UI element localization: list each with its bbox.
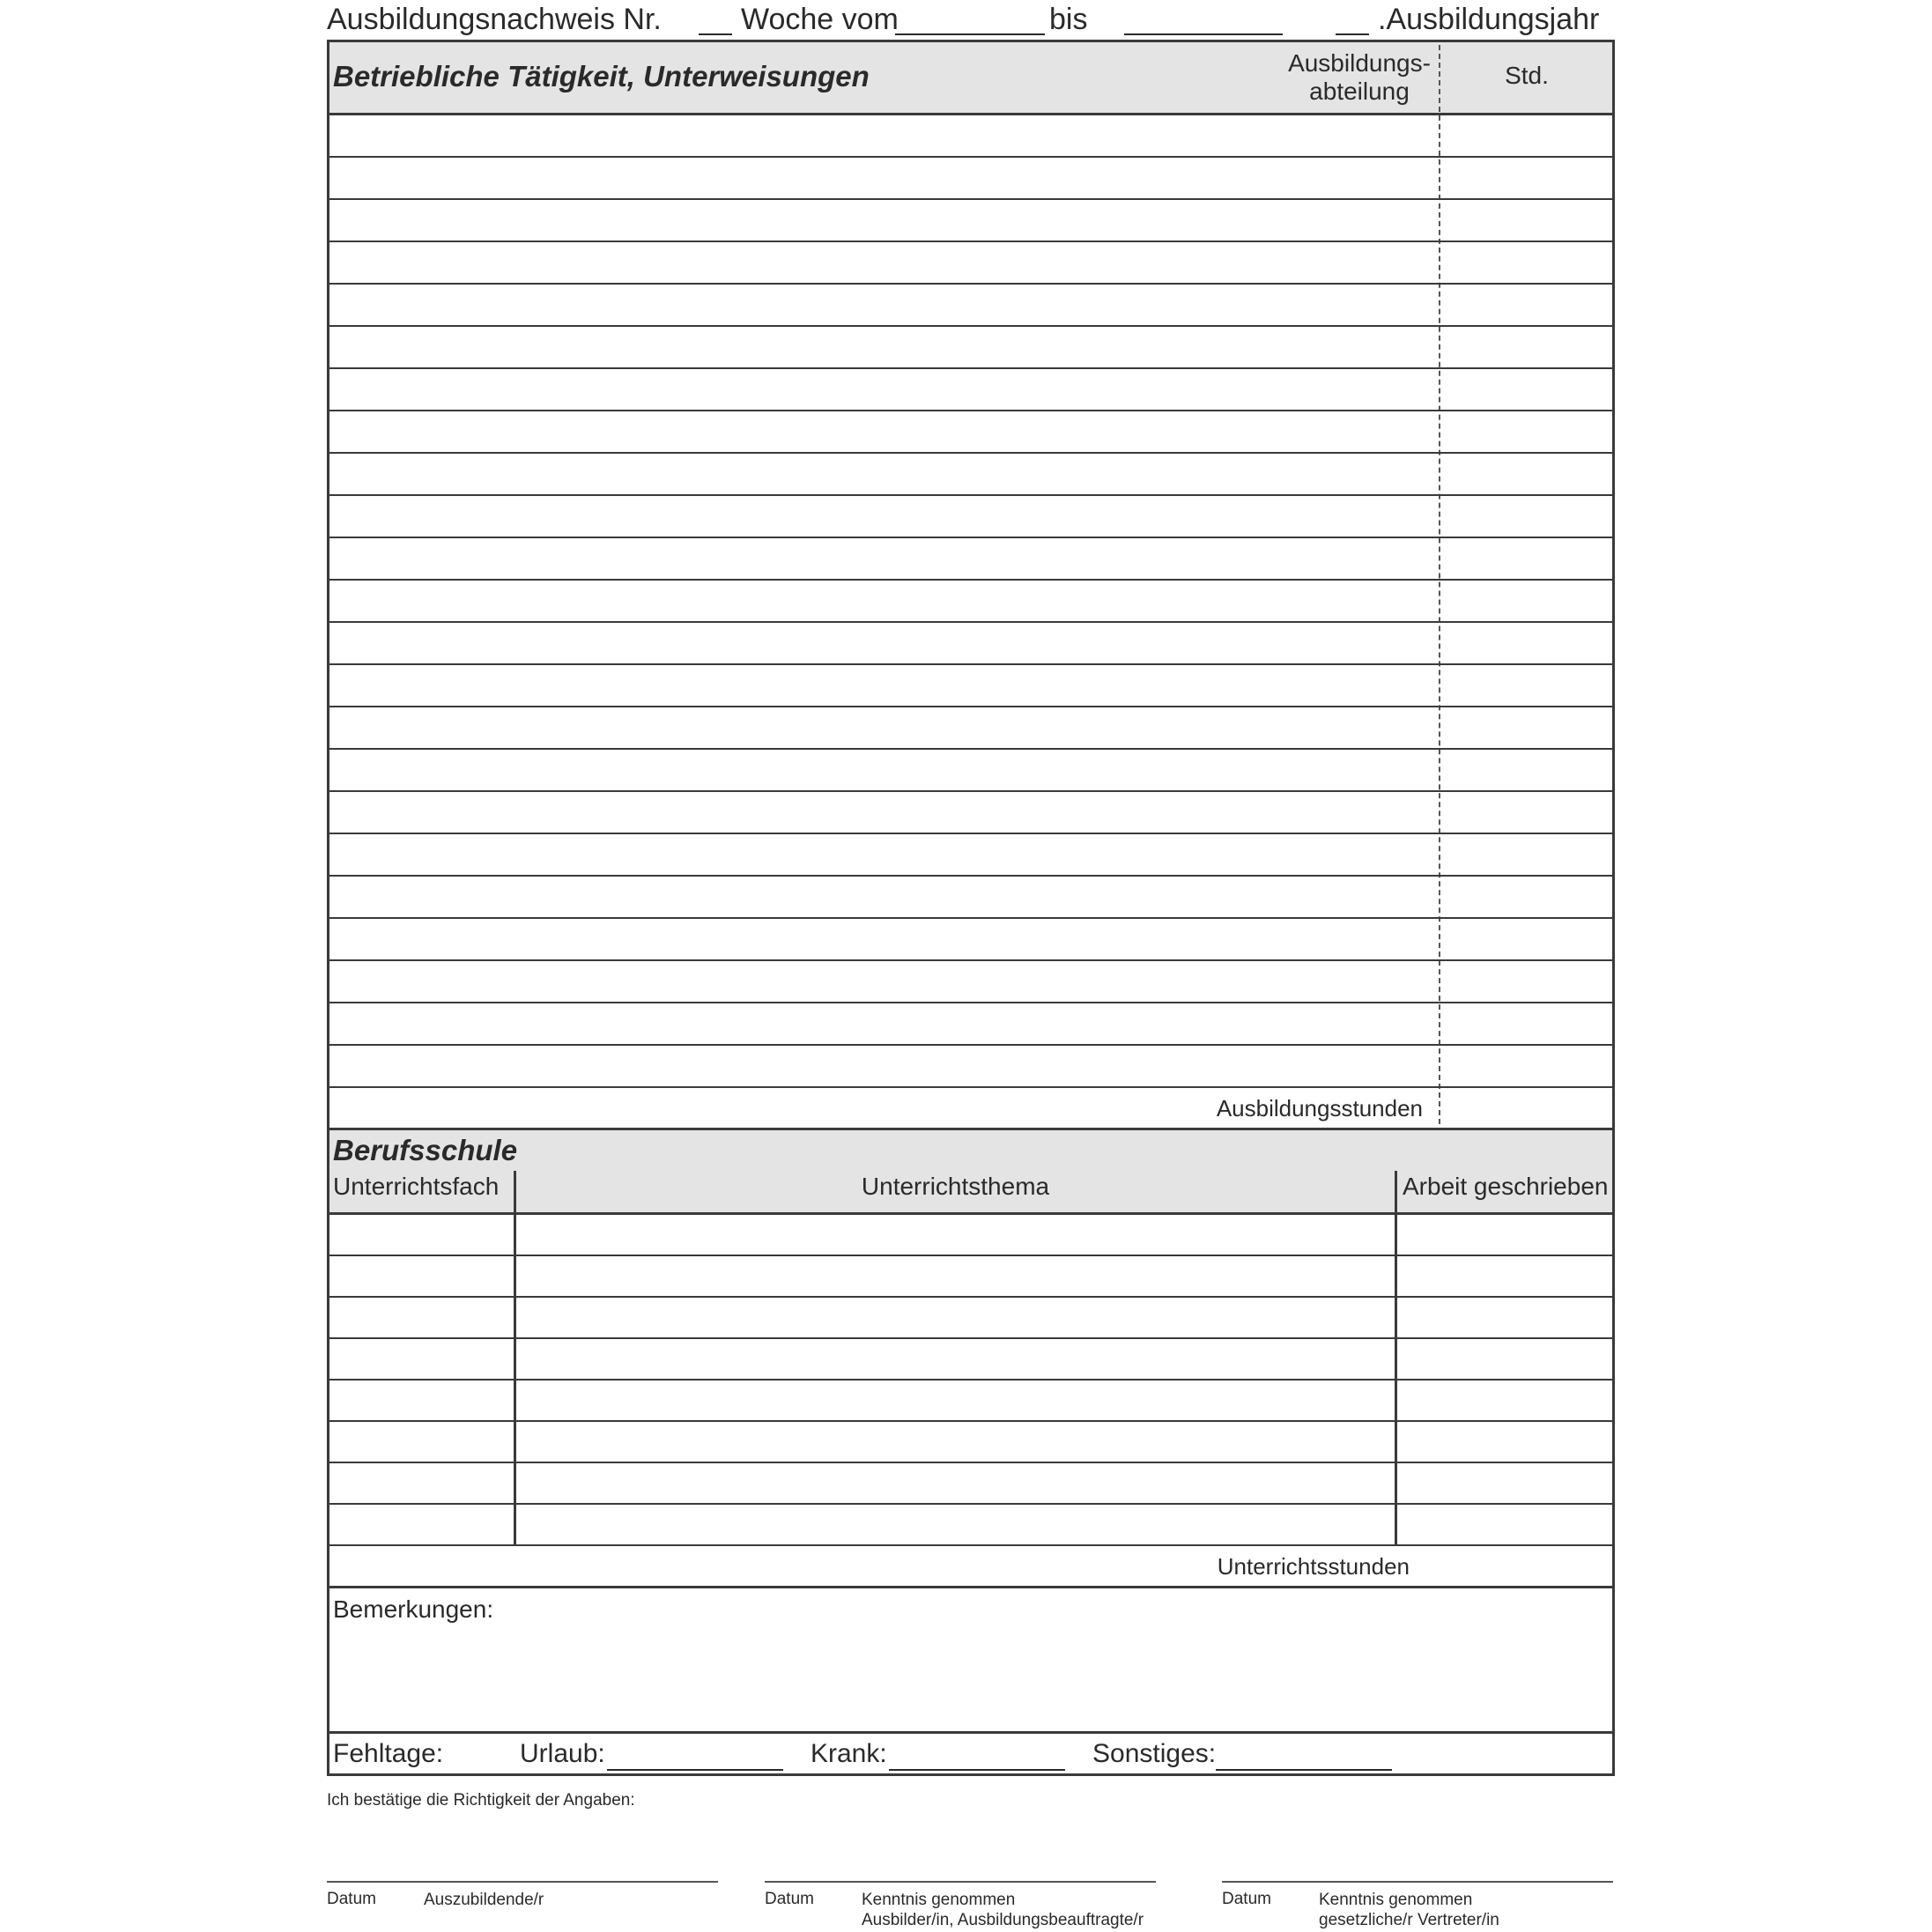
woche-from-field[interactable] [895, 4, 1045, 35]
abteilung-label-line1: Ausbildungs- [1288, 49, 1431, 77]
arbeit-cell-divider [1395, 1463, 1397, 1503]
schule-header [329, 1130, 1612, 1215]
schule-row[interactable] [329, 1215, 1612, 1256]
betrieb-row[interactable] [329, 538, 1612, 581]
fach-cell-divider [514, 1463, 516, 1503]
betrieb-row[interactable] [329, 496, 1612, 538]
sig-role [862, 1890, 1144, 1930]
krank-field[interactable] [889, 1769, 1065, 1771]
woche-label: Woche vom [741, 3, 899, 36]
schule-row[interactable] [329, 1422, 1612, 1463]
betrieb-row[interactable] [329, 411, 1612, 454]
urlaub-label: Urlaub: [520, 1739, 605, 1768]
schule-title: Berufsschule [333, 1134, 518, 1166]
arbeit-cell-divider [1395, 1215, 1397, 1255]
schule-row[interactable] [329, 1339, 1612, 1381]
arbeit-cell-divider [1395, 1256, 1397, 1296]
fehltage-label: Fehltage: [333, 1739, 444, 1768]
col-arbeit: Arbeit geschrieben [1403, 1173, 1609, 1200]
sig-datum-label: Datum [327, 1890, 376, 1908]
ausbildungsstunden-label: Ausbildungsstunden [1216, 1095, 1423, 1121]
fach-cell-divider [514, 1256, 516, 1296]
sig-role-line2: Ausbilder/in, Ausbildungsbeauftragte/r [862, 1911, 1144, 1929]
betrieb-row[interactable] [329, 242, 1612, 285]
fehltage-row [329, 1734, 1612, 1773]
fach-cell-divider [514, 1381, 516, 1420]
signature-vertreter[interactable] [1222, 1881, 1613, 1929]
arbeit-cell-divider [1395, 1339, 1397, 1379]
sonstiges-label: Sonstiges: [1092, 1739, 1217, 1768]
sonstiges-field[interactable] [1216, 1769, 1392, 1771]
fach-cell-divider [514, 1215, 516, 1255]
schule-total-row [329, 1546, 1612, 1588]
sig-role-line1: Kenntnis genommen [1319, 1891, 1473, 1909]
form-header [327, 0, 1613, 39]
betrieb-header [329, 42, 1612, 115]
betrieb-row[interactable] [329, 707, 1612, 750]
form-frame [327, 40, 1615, 1776]
betrieb-row[interactable] [329, 665, 1612, 707]
betrieb-row[interactable] [329, 877, 1612, 919]
betrieb-row[interactable] [329, 1003, 1612, 1046]
nachweis-label: Ausbildungsnachweis Nr. [327, 3, 662, 36]
betrieb-row[interactable] [329, 581, 1612, 623]
schule-row[interactable] [329, 1381, 1612, 1422]
betrieb-rows [329, 115, 1612, 1130]
sig-role [424, 1890, 544, 1910]
schule-row[interactable] [329, 1298, 1612, 1339]
betrieb-row[interactable] [329, 369, 1612, 411]
betrieb-total-row [329, 1088, 1612, 1130]
sig-role-line1: Auszubildende/r [424, 1891, 544, 1909]
schule-row[interactable] [329, 1505, 1612, 1546]
sig-role [1319, 1890, 1499, 1930]
ausbildungsjahr-field[interactable] [1336, 4, 1369, 35]
fach-cell-divider [514, 1339, 516, 1379]
sig-datum-label: Datum [765, 1890, 814, 1908]
urlaub-field[interactable] [607, 1769, 783, 1771]
betrieb-row[interactable] [329, 792, 1612, 834]
betrieb-title: Betriebliche Tätigkeit, Unterweisungen [333, 60, 870, 93]
fach-cell-divider [514, 1422, 516, 1462]
betrieb-row[interactable] [329, 454, 1612, 496]
betrieb-row[interactable] [329, 834, 1612, 877]
betrieb-row[interactable] [329, 1046, 1612, 1088]
sig-datum-label: Datum [1222, 1890, 1271, 1908]
arbeit-cell-divider [1395, 1381, 1397, 1420]
schule-row[interactable] [329, 1463, 1612, 1505]
bemerkungen-field[interactable] [329, 1588, 1612, 1734]
col-fach: Unterrichtsfach [333, 1173, 500, 1200]
confirm-text: Ich bestätige die Richtigkeit der Angaben: [327, 1791, 635, 1810]
fach-cell-divider [514, 1505, 516, 1544]
bemerkungen-label: Bemerkungen: [333, 1595, 494, 1623]
abteilung-label-line2: abteilung [1309, 78, 1410, 105]
unterrichtsstunden-label: Unterrichtsstunden [1217, 1553, 1410, 1580]
arbeit-divider [1395, 1171, 1397, 1212]
fach-cell-divider [514, 1298, 516, 1337]
arbeit-cell-divider [1395, 1505, 1397, 1544]
betrieb-row[interactable] [329, 158, 1612, 200]
std-column-header: Std. [1505, 62, 1549, 89]
betrieb-row[interactable] [329, 961, 1612, 1003]
bis-label: bis [1049, 3, 1088, 36]
col-thema: Unterrichtsthema [861, 1173, 1050, 1200]
arbeit-cell-divider [1395, 1422, 1397, 1462]
ausbildungsjahr-label: .Ausbildungsjahr [1378, 3, 1600, 36]
betrieb-row[interactable] [329, 750, 1612, 792]
betrieb-row[interactable] [329, 623, 1612, 665]
betrieb-row[interactable] [329, 200, 1612, 242]
woche-to-field[interactable] [1124, 4, 1283, 35]
betrieb-row[interactable] [329, 285, 1612, 327]
schule-row[interactable] [329, 1256, 1612, 1298]
betrieb-row[interactable] [329, 115, 1612, 158]
nachweis-number-field[interactable] [699, 4, 732, 35]
training-record-form [327, 0, 1613, 1932]
signature-ausbilder[interactable] [765, 1881, 1156, 1929]
sig-role-line1: Kenntnis genommen [862, 1891, 1016, 1909]
krank-label: Krank: [811, 1739, 887, 1768]
betrieb-row[interactable] [329, 919, 1612, 961]
arbeit-cell-divider [1395, 1298, 1397, 1337]
signature-auszubildende[interactable] [327, 1881, 718, 1909]
schule-rows [329, 1215, 1612, 1546]
betrieb-row[interactable] [329, 327, 1612, 369]
abteilung-column-header [1281, 49, 1438, 106]
sig-role-line2: gesetzliche/r Vertreter/in [1319, 1911, 1499, 1929]
